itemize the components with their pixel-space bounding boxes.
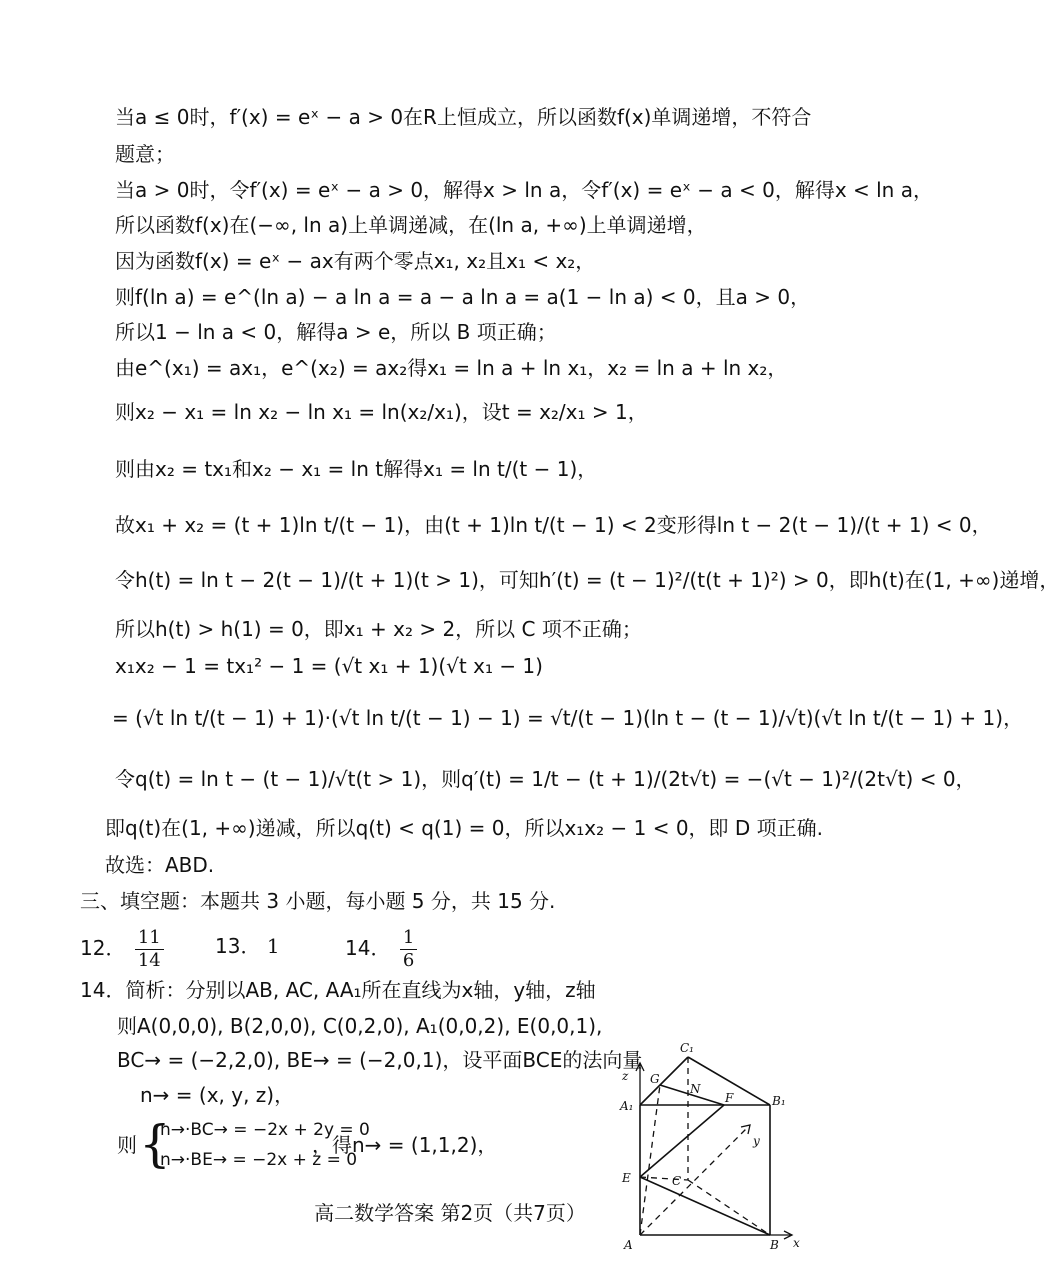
answer-12-numerator: 11 bbox=[135, 927, 164, 950]
label-B: B bbox=[770, 1238, 779, 1252]
line-1 bbox=[115, 103, 811, 131]
line-10-text: 则由x₂ = tx₁和x₂ − x₁ = ln t解得x₁ = ln t/(t − 1)， bbox=[115, 457, 598, 481]
line-7-text: 所以1 − ln a < 0，解得a > e，所以 B 项正确； bbox=[115, 320, 557, 344]
label-A: A bbox=[624, 1238, 633, 1252]
label-G: G bbox=[650, 1072, 660, 1086]
line-22-text: 则A(0,0,0), B(2,0,0), C(0,2,0), A₁(0,0,2), E(0,0,1), bbox=[117, 1014, 603, 1038]
section-heading bbox=[80, 887, 555, 915]
line-14-text: x₁x₂ − 1 = tx₁² − 1 = (√t x₁ + 1)(√t x₁ − 1) bbox=[115, 654, 543, 678]
system-result bbox=[312, 1131, 497, 1159]
edge-A-G bbox=[640, 1085, 660, 1235]
label-z: z bbox=[622, 1069, 629, 1083]
line-21-text: 14．简析：分别以AB, AC, AA₁所在直线为x轴，y轴，z轴 bbox=[80, 978, 596, 1002]
line-16 bbox=[115, 765, 976, 793]
line-13 bbox=[115, 615, 642, 643]
line-17 bbox=[105, 814, 823, 842]
line-3 bbox=[115, 176, 933, 204]
answer-14-denominator: 6 bbox=[402, 950, 415, 971]
line-8-text: 由e^(x₁) = ax₁，e^(x₂) = ax₂得x₁ = ln a + ln x₁，x₂ = ln a + ln x₂， bbox=[115, 356, 788, 380]
answer-14 bbox=[345, 927, 420, 972]
label-N: N bbox=[690, 1082, 701, 1096]
answer-12 bbox=[80, 927, 167, 972]
line-9-text: 则x₂ − x₁ = ln x₂ − ln x₁ = ln(x₂/x₁)，设t = x₂/x₁ > 1， bbox=[115, 400, 648, 424]
label-C: C bbox=[672, 1174, 682, 1188]
line-6 bbox=[115, 283, 810, 311]
line-6-text: 则f(ln a) = e^(ln a) − a ln a = a − a ln a = a(1 − ln a) < 0，且a > 0， bbox=[115, 285, 811, 309]
line-24-text: n→ = (x, y, z)， bbox=[140, 1083, 295, 1107]
label-x: x bbox=[793, 1236, 800, 1250]
edge-E-B bbox=[640, 1177, 770, 1235]
system-result-text: ，得n→ = (1,1,2)， bbox=[312, 1133, 498, 1157]
system-eq-1-text: n→·BC→ = −2x + 2y = 0 bbox=[160, 1120, 370, 1140]
line-4-text: 所以函数f(x)在(−∞, ln a)上单调递减，在(ln a, +∞)上单调递增， bbox=[115, 213, 707, 237]
label-y: y bbox=[753, 1134, 760, 1148]
line-16-text: 令q(t) = ln t − (t − 1)/√t(t > 1)，则q′(t) = 1/t − (t + 1)/(2t√t) = −(√t − 1)²/(2t√t) < 0， bbox=[115, 767, 976, 791]
edge-A1-C1 bbox=[640, 1057, 688, 1105]
line-23-text: BC→ = (−2,2,0), BE→ = (−2,0,1)，设平面BCE的法向量 bbox=[117, 1048, 643, 1072]
answer-12-denominator: 14 bbox=[137, 950, 161, 971]
line-12-text: 令h(t) = ln t − 2(t − 1)/(t + 1)(t > 1)，可知h′(t) = (t − 1)²/(t(t + 1)²) > 0，即h(t)在(1, +∞)递增， bbox=[115, 568, 1059, 592]
line-2-text: 题意； bbox=[115, 142, 175, 166]
system-eq-2-text: n→·BE→ = −2x + z = 0 bbox=[160, 1150, 358, 1170]
answer-14-numerator: 1 bbox=[400, 927, 417, 950]
line-21 bbox=[80, 976, 596, 1004]
line-24 bbox=[140, 1081, 294, 1109]
label-A1: A₁ bbox=[620, 1099, 634, 1113]
label-C1: C₁ bbox=[680, 1041, 694, 1055]
line-11 bbox=[115, 511, 992, 539]
label-E: E bbox=[622, 1171, 631, 1185]
line-5 bbox=[115, 247, 595, 275]
line-8 bbox=[115, 354, 787, 382]
line-5-text: 因为函数f(x) = eˣ − ax有两个零点x₁, x₂且x₁ < x₂， bbox=[115, 249, 596, 273]
line-7 bbox=[115, 318, 557, 346]
line-4 bbox=[115, 211, 707, 239]
section-heading-text: 三、填空题：本题共 3 小题，每小题 5 分，共 15 分. bbox=[80, 889, 556, 913]
line-15-text: = (√t ln t/(t − 1) + 1)·(√t ln t/(t − 1) − 1) = √t/(t − 1)(ln t − (t − 1)/√t)(√t ln t/(t − 1) + 1)， bbox=[112, 706, 1024, 730]
answer-13 bbox=[215, 932, 280, 960]
system-prefix: 则 bbox=[117, 1133, 137, 1157]
line-23 bbox=[117, 1046, 642, 1074]
line-18-text: 故选：ABD. bbox=[105, 853, 215, 877]
prism-figure bbox=[610, 1035, 900, 1265]
answer-14-fraction bbox=[400, 927, 417, 972]
line-2 bbox=[115, 140, 175, 168]
line-1-text: 当a ≤ 0时，f′(x) = eˣ − a > 0在R上恒成立，所以函数f(x)单调递增，不符合 bbox=[115, 105, 812, 129]
answer-13-value: 1 bbox=[266, 934, 280, 958]
line-15 bbox=[112, 704, 1023, 732]
answer-12-fraction bbox=[135, 927, 164, 972]
line-17-text: 即q(t)在(1, +∞)递减，所以q(t) < q(1) = 0，所以x₁x₂ − 1 < 0，即 D 项正确. bbox=[105, 816, 824, 840]
line-3-text: 当a > 0时，令f′(x) = eˣ − a > 0，解得x > ln a，令f′(x) = eˣ − a < 0，解得x < ln a， bbox=[115, 178, 933, 202]
answer-14-label: 14． bbox=[345, 936, 391, 960]
label-B1: B₁ bbox=[772, 1094, 786, 1108]
answer-13-label: 13． bbox=[215, 934, 261, 958]
line-22 bbox=[117, 1012, 602, 1040]
edge-E-F bbox=[640, 1105, 724, 1177]
system-brace: { bbox=[139, 1115, 171, 1173]
edge-C-B bbox=[688, 1180, 770, 1235]
line-12 bbox=[115, 566, 1059, 594]
line-9 bbox=[115, 398, 648, 426]
label-F: F bbox=[725, 1091, 734, 1105]
page-footer-text: 高二数学答案 第2页（共7页） bbox=[314, 1201, 586, 1225]
line-11-text: 故x₁ + x₂ = (t + 1)ln t/(t − 1)，由(t + 1)ln t/(t − 1) < 2变形得ln t − 2(t − 1)/(t + 1) < 0， bbox=[115, 513, 992, 537]
line-14 bbox=[115, 652, 543, 680]
answer-12-label: 12． bbox=[80, 936, 126, 960]
line-13-text: 所以h(t) > h(1) = 0，即x₁ + x₂ > 2，所以 C 项不正确； bbox=[115, 617, 642, 641]
line-10 bbox=[115, 455, 597, 483]
line-18 bbox=[105, 851, 214, 879]
